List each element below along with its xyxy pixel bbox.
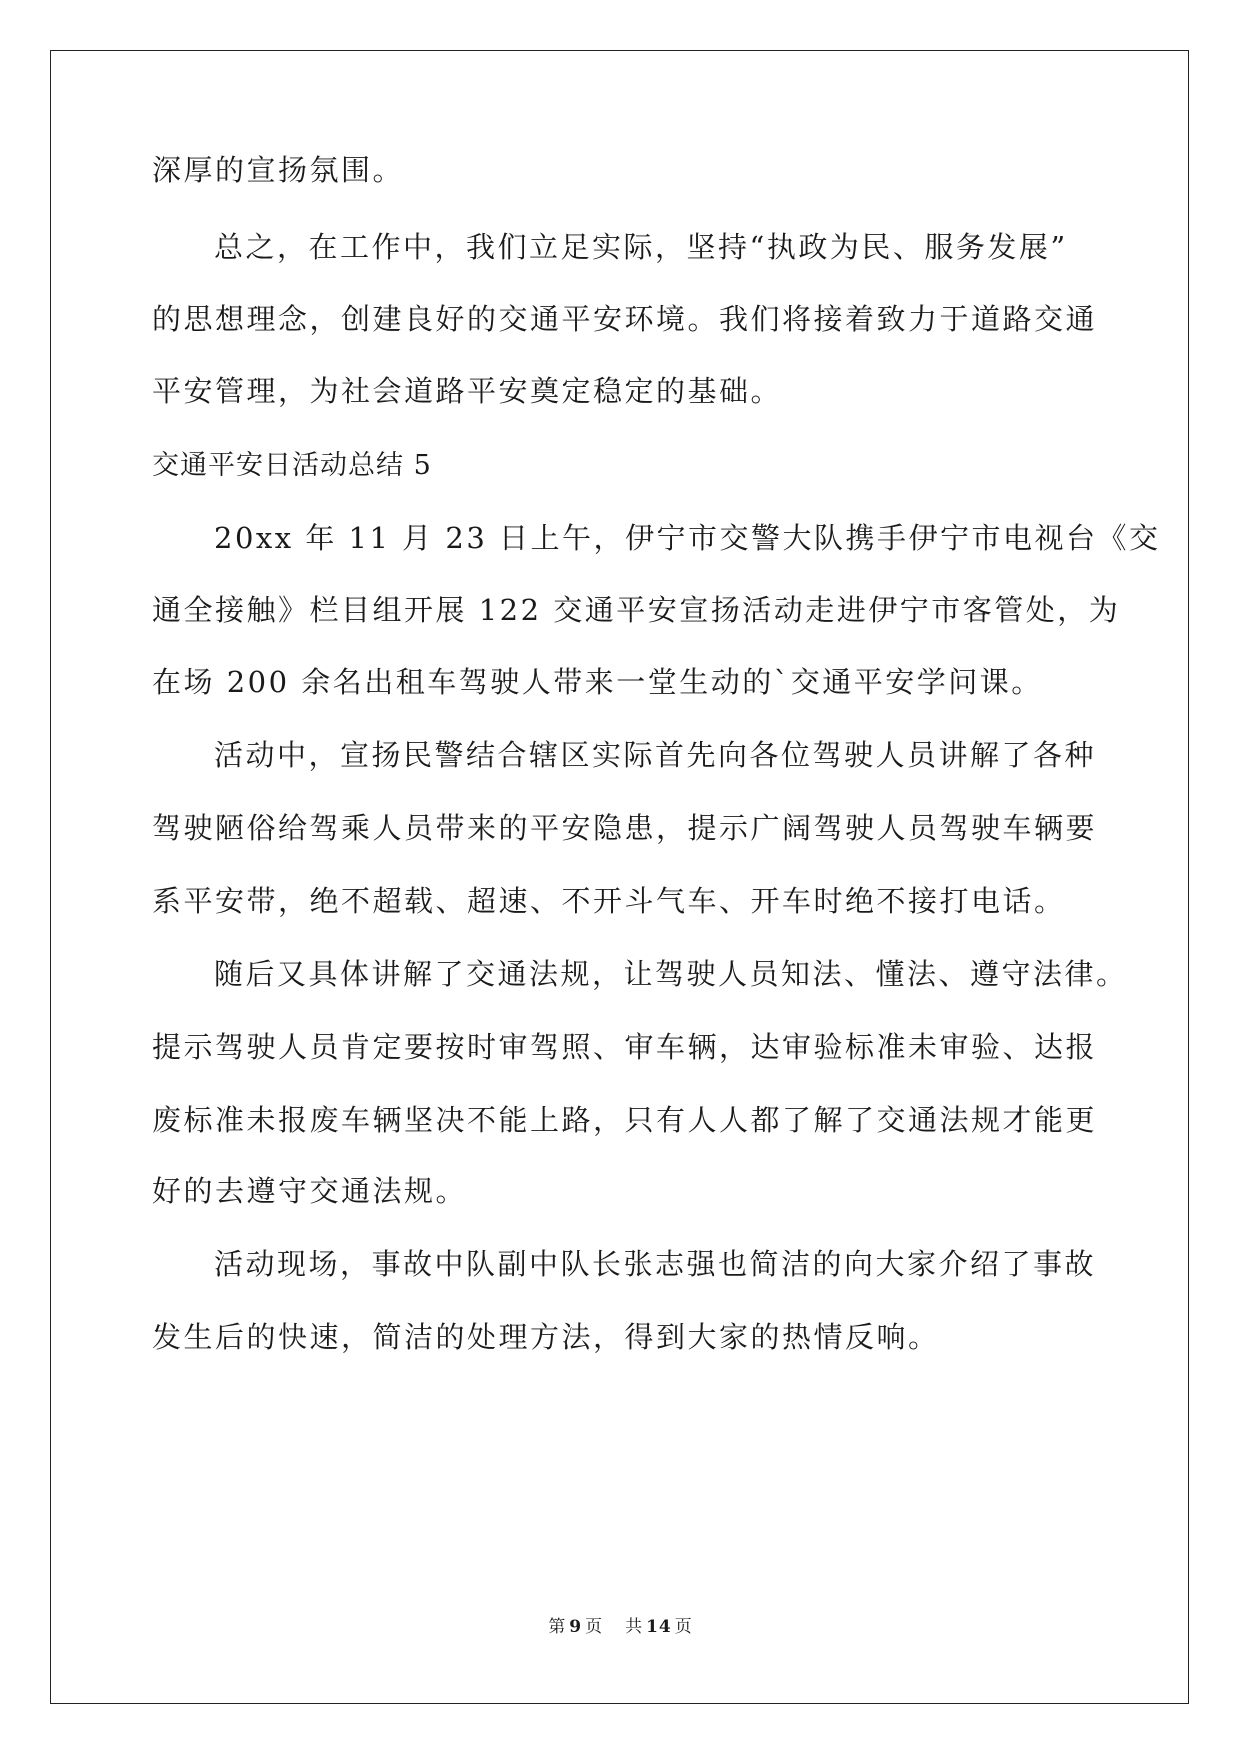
text-line: 深厚的宣扬氛围。 xyxy=(152,153,405,187)
total-pages: 14 xyxy=(646,1617,672,1637)
paragraph-start: 活动现场，事故中队副中队长张志强也简洁的向大家介绍了事故 xyxy=(214,1247,1097,1281)
section-heading: 交通平安日活动总结 5 xyxy=(152,450,432,481)
text-line: 废标准未报废车辆坚决不能上路，只有人人都了解了交通法规才能更 xyxy=(152,1103,1098,1137)
page-suffix: 页 xyxy=(585,1617,604,1637)
text-line: 提示驾驶人员肯定要按时审驾照、审车辆，达审验标准未审验、达报 xyxy=(152,1030,1098,1064)
text-line: 驾驶陋俗给驾乘人员带来的平安隐患，提示广阔驾驶人员驾驶车辆要 xyxy=(152,811,1098,845)
text-line: 在场 200 余名出租车驾驶人带来一堂生动的`交通平安学问课。 xyxy=(152,665,1043,699)
paragraph-start: 随后又具体讲解了交通法规，让驾驶人员知法、懂法、遵守法律。 xyxy=(214,957,1128,991)
paragraph-start: 20xx 年 11 月 23 日上午，伊宁市交警大队携手伊宁市电视台《交 xyxy=(214,521,1161,555)
text-line: 的思想理念，创建良好的交通平安环境。我们将接着致力于道路交通 xyxy=(152,302,1098,336)
text-line: 好的去遵守交通法规。 xyxy=(152,1174,468,1208)
text-line: 系平安带，绝不超载、超速、不开斗气车、开车时绝不接打电话。 xyxy=(152,884,1066,918)
text-line: 平安管理，为社会道路平安奠定稳定的基础。 xyxy=(152,374,783,408)
footer-prefix: 第 xyxy=(548,1617,567,1637)
page-number: 9 xyxy=(569,1617,583,1637)
total-prefix: 共 xyxy=(625,1617,644,1637)
paragraph-start: 总之，在工作中，我们立足实际，坚持“执政为民、服务发展” xyxy=(214,230,1068,264)
total-suffix: 页 xyxy=(674,1617,693,1637)
text-line: 通全接触》栏目组开展 122 交通平安宣扬活动走进伊宁市客管处，为 xyxy=(152,593,1121,627)
page-footer xyxy=(0,1612,1241,1637)
paragraph-start: 活动中，宣扬民警结合辖区实际首先向各位驾驶人员讲解了各种 xyxy=(214,738,1097,772)
text-line: 发生后的快速，简洁的处理方法，得到大家的热情反响。 xyxy=(152,1320,940,1354)
